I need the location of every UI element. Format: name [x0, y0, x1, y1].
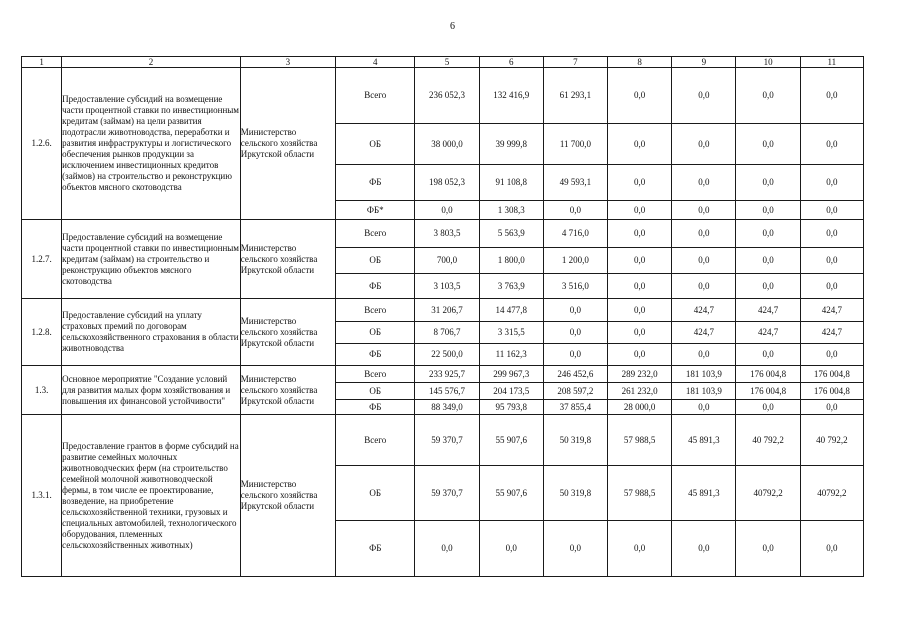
amount-cell: 0,0	[800, 201, 863, 220]
item-description: Предоставление грантов в форме субсидий на развитие семейных молочных животноводческих ферм (на строительство семейной молочной животноводческой фермы, в том числе ее проектирование, возведение, на приобретение сельскохозяйственной техники, грузовых и специальных автомобилей, технологического оборудования, племенных сельскохозяйственных животных)	[62, 415, 241, 577]
header-cell: 4	[336, 57, 415, 68]
amount-cell: 0,0	[415, 521, 479, 577]
amount-cell: 289 232,0	[608, 366, 672, 383]
amount-cell: 1 308,3	[479, 201, 543, 220]
amount-cell: 0,0	[736, 201, 800, 220]
amount-cell: 0,0	[736, 124, 800, 165]
amount-cell: 0,0	[736, 68, 800, 124]
funding-source: ФБ	[336, 344, 415, 366]
funding-source: Всего	[336, 415, 415, 466]
amount-cell: 424,7	[672, 322, 736, 344]
amount-cell: 208 597,2	[543, 383, 607, 400]
table-row	[22, 68, 864, 124]
funding-source: ФБ	[336, 521, 415, 577]
header-cell: 1	[22, 57, 62, 68]
amount-cell: 0,0	[800, 521, 863, 577]
amount-cell: 176 004,8	[800, 383, 863, 400]
amount-cell: 0,0	[800, 248, 863, 274]
amount-cell: 0,0	[608, 299, 672, 322]
amount-cell: 424,7	[736, 322, 800, 344]
amount-cell: 95 793,8	[479, 400, 543, 415]
amount-cell: 700,0	[415, 248, 479, 274]
funding-source: ОБ	[336, 124, 415, 165]
item-number: 1.2.7.	[22, 220, 62, 299]
item-number: 1.3.1.	[22, 415, 62, 577]
table-row	[22, 366, 864, 383]
header-cell: 9	[672, 57, 736, 68]
amount-cell: 4 716,0	[543, 220, 607, 248]
funding-source: ФБ	[336, 274, 415, 299]
item-number: 1.2.6.	[22, 68, 62, 220]
amount-cell: 0,0	[736, 344, 800, 366]
item-description: Основное мероприятие "Создание условий для развития малых форм хозяйствования и повышения их финансовой устойчивости"	[62, 366, 241, 415]
item-executor: Министерство сельского хозяйства Иркутской области	[240, 68, 335, 220]
amount-cell: 424,7	[736, 299, 800, 322]
amount-cell: 8 706,7	[415, 322, 479, 344]
table-row	[22, 299, 864, 322]
funding-source: ОБ	[336, 466, 415, 521]
amount-cell: 0,0	[543, 344, 607, 366]
amount-cell: 45 891,3	[672, 466, 736, 521]
amount-cell: 0,0	[800, 274, 863, 299]
amount-cell: 0,0	[800, 400, 863, 415]
funding-source: Всего	[336, 299, 415, 322]
amount-cell: 0,0	[672, 400, 736, 415]
amount-cell: 50 319,8	[543, 466, 607, 521]
amount-cell: 61 293,1	[543, 68, 607, 124]
amount-cell: 0,0	[608, 124, 672, 165]
page-number: 6	[450, 21, 455, 32]
amount-cell: 0,0	[672, 274, 736, 299]
amount-cell: 37 855,4	[543, 400, 607, 415]
amount-cell: 0,0	[736, 521, 800, 577]
amount-cell: 40 792,2	[736, 415, 800, 466]
header-cell: 3	[240, 57, 335, 68]
amount-cell: 1 200,0	[543, 248, 607, 274]
header-cell: 7	[543, 57, 607, 68]
amount-cell: 0,0	[736, 400, 800, 415]
amount-cell: 0,0	[543, 322, 607, 344]
amount-cell: 0,0	[800, 220, 863, 248]
amount-cell: 198 052,3	[415, 165, 479, 201]
amount-cell: 0,0	[672, 124, 736, 165]
amount-cell: 176 004,8	[736, 383, 800, 400]
funding-source: Всего	[336, 366, 415, 383]
funding-source: ФБ*	[336, 201, 415, 220]
amount-cell: 0,0	[672, 521, 736, 577]
header-row	[22, 57, 864, 68]
amount-cell: 38 000,0	[415, 124, 479, 165]
amount-cell: 145 576,7	[415, 383, 479, 400]
funding-source: ОБ	[336, 383, 415, 400]
amount-cell: 88 349,0	[415, 400, 479, 415]
amount-cell: 0,0	[672, 248, 736, 274]
amount-cell: 0,0	[800, 68, 863, 124]
item-executor: Министерство сельского хозяйства Иркутской области	[240, 220, 335, 299]
budget-table	[21, 56, 864, 577]
amount-cell: 0,0	[736, 274, 800, 299]
amount-cell: 40792,2	[800, 466, 863, 521]
amount-cell: 57 988,5	[608, 466, 672, 521]
amount-cell: 261 232,0	[608, 383, 672, 400]
amount-cell: 0,0	[736, 248, 800, 274]
amount-cell: 0,0	[479, 521, 543, 577]
funding-source: Всего	[336, 68, 415, 124]
amount-cell: 0,0	[543, 299, 607, 322]
amount-cell: 3 103,5	[415, 274, 479, 299]
amount-cell: 5 563,9	[479, 220, 543, 248]
item-executor: Министерство сельского хозяйства Иркутской области	[240, 366, 335, 415]
amount-cell: 0,0	[608, 165, 672, 201]
funding-source: ОБ	[336, 248, 415, 274]
amount-cell: 424,7	[800, 322, 863, 344]
amount-cell: 0,0	[672, 165, 736, 201]
amount-cell: 3 803,5	[415, 220, 479, 248]
amount-cell: 0,0	[543, 521, 607, 577]
amount-cell: 424,7	[800, 299, 863, 322]
funding-source: Всего	[336, 220, 415, 248]
funding-source: ОБ	[336, 322, 415, 344]
amount-cell: 246 452,6	[543, 366, 607, 383]
amount-cell: 40792,2	[736, 466, 800, 521]
item-description: Предоставление субсидий на уплату страховых премий по договорам сельскохозяйственного страхования в области животноводства	[62, 299, 241, 366]
header-cell: 10	[736, 57, 800, 68]
item-number: 1.2.8.	[22, 299, 62, 366]
amount-cell: 0,0	[800, 165, 863, 201]
amount-cell: 57 988,5	[608, 415, 672, 466]
amount-cell: 11 162,3	[479, 344, 543, 366]
amount-cell: 424,7	[672, 299, 736, 322]
header-cell: 2	[62, 57, 241, 68]
amount-cell: 0,0	[608, 68, 672, 124]
amount-cell: 233 925,7	[415, 366, 479, 383]
amount-cell: 0,0	[608, 274, 672, 299]
funding-source: ФБ	[336, 400, 415, 415]
amount-cell: 11 700,0	[543, 124, 607, 165]
header-cell: 11	[800, 57, 863, 68]
amount-cell: 0,0	[800, 124, 863, 165]
item-description: Предоставление субсидий на возмещение части процентной ставки по инвестиционным кредитам (займам) на строительство и реконструкцию объектов мясного скотоводства	[62, 220, 241, 299]
amount-cell: 91 108,8	[479, 165, 543, 201]
item-number: 1.3.	[22, 366, 62, 415]
amount-cell: 181 103,9	[672, 383, 736, 400]
amount-cell: 28 000,0	[608, 400, 672, 415]
amount-cell: 181 103,9	[672, 366, 736, 383]
amount-cell: 0,0	[543, 201, 607, 220]
amount-cell: 40 792,2	[800, 415, 863, 466]
amount-cell: 0,0	[608, 344, 672, 366]
funding-source: ФБ	[336, 165, 415, 201]
amount-cell: 132 416,9	[479, 68, 543, 124]
amount-cell: 236 052,3	[415, 68, 479, 124]
amount-cell: 55 907,6	[479, 466, 543, 521]
amount-cell: 0,0	[608, 521, 672, 577]
amount-cell: 14 477,8	[479, 299, 543, 322]
amount-cell: 55 907,6	[479, 415, 543, 466]
item-description: Предоставление субсидий на возмещение части процентной ставки по инвестиционным кредитам (займам) на цели развития подотрасли животноводства, переработки и развития инфраструктуры и логистического обеспечения рынков продукции за исключением инвестиционных кредитов (займов) на строительство и реконструкцию объектов мясного скотоводства	[62, 68, 241, 220]
amount-cell: 3 516,0	[543, 274, 607, 299]
amount-cell: 0,0	[736, 165, 800, 201]
amount-cell: 0,0	[608, 220, 672, 248]
table-row	[22, 220, 864, 248]
amount-cell: 299 967,3	[479, 366, 543, 383]
amount-cell: 59 370,7	[415, 466, 479, 521]
header-cell: 5	[415, 57, 479, 68]
table-row	[22, 415, 864, 466]
header-cell: 8	[608, 57, 672, 68]
amount-cell: 0,0	[608, 322, 672, 344]
amount-cell: 3 763,9	[479, 274, 543, 299]
amount-cell: 0,0	[672, 201, 736, 220]
amount-cell: 0,0	[672, 220, 736, 248]
amount-cell: 31 206,7	[415, 299, 479, 322]
amount-cell: 45 891,3	[672, 415, 736, 466]
item-executor: Министерство сельского хозяйства Иркутской области	[240, 299, 335, 366]
amount-cell: 204 173,5	[479, 383, 543, 400]
amount-cell: 0,0	[736, 220, 800, 248]
item-executor: Министерство сельского хозяйства Иркутской области	[240, 415, 335, 577]
amount-cell: 59 370,7	[415, 415, 479, 466]
amount-cell: 0,0	[672, 344, 736, 366]
amount-cell: 50 319,8	[543, 415, 607, 466]
amount-cell: 176 004,8	[800, 366, 863, 383]
amount-cell: 1 800,0	[479, 248, 543, 274]
amount-cell: 3 315,5	[479, 322, 543, 344]
amount-cell: 176 004,8	[736, 366, 800, 383]
amount-cell: 39 999,8	[479, 124, 543, 165]
amount-cell: 0,0	[672, 68, 736, 124]
amount-cell: 0,0	[800, 344, 863, 366]
amount-cell: 0,0	[608, 248, 672, 274]
amount-cell: 0,0	[608, 201, 672, 220]
header-cell: 6	[479, 57, 543, 68]
amount-cell: 49 593,1	[543, 165, 607, 201]
amount-cell: 22 500,0	[415, 344, 479, 366]
amount-cell: 0,0	[415, 201, 479, 220]
